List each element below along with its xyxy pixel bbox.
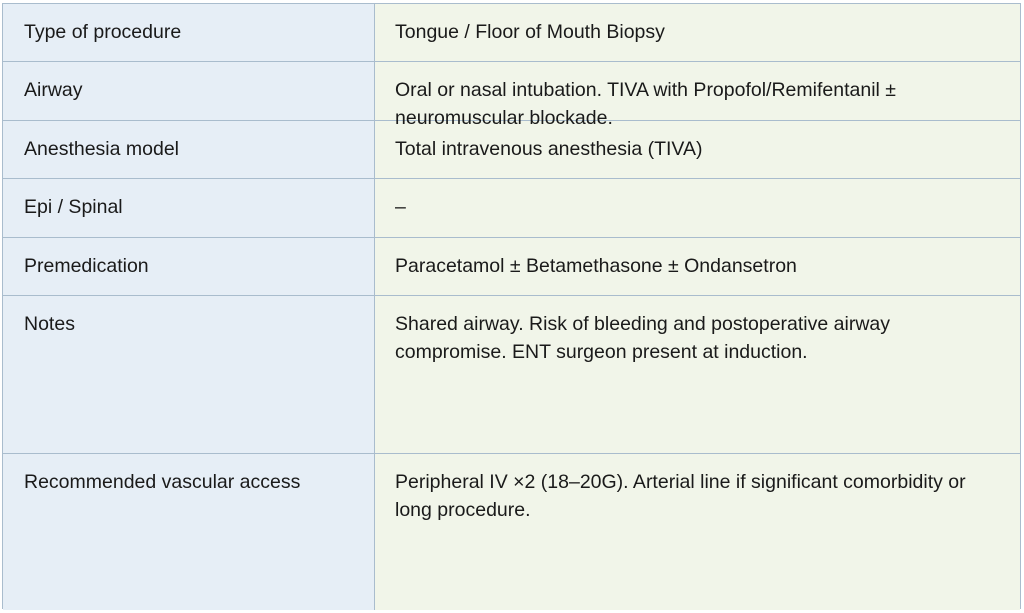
row-value-recommended-vascular-access: Peripheral IV ×2 (18–20G). Arterial line if significant comorbidity or long procedure. [375,454,1020,610]
row-value-notes: Shared airway. Risk of bleeding and postoperative airway compromise. ENT surgeon present at induction. [375,296,1020,453]
row-value-airway: Oral or nasal intubation. TIVA with Propofol/Remifentanil ± neuromuscular blockade. [375,62,1020,120]
row-label-epi-spinal: Epi / Spinal [3,179,375,237]
row-label-airway: Airway [3,62,375,120]
row-value-epi-spinal: – [375,179,1020,237]
procedure-table [2,3,1021,609]
table-row [3,4,1020,62]
row-label-recommended-vascular-access: Recommended vascular access [3,454,375,610]
row-value-premedication: Paracetamol ± Betamethasone ± Ondansetron [375,238,1020,295]
table-row [3,179,1020,238]
row-label-anesthesia-model: Anesthesia model [3,121,375,178]
row-label-type-of-procedure: Type of procedure [3,4,375,61]
row-label-notes: Notes [3,296,375,453]
row-label-premedication: Premedication [3,238,375,295]
table-row [3,454,1020,610]
table-row [3,238,1020,296]
table-row [3,62,1020,129]
row-value-anesthesia-model: Total intravenous anesthesia (TIVA) [375,121,1020,178]
table-row [3,296,1020,454]
row-value-type-of-procedure: Tongue / Floor of Mouth Biopsy [375,4,1020,61]
